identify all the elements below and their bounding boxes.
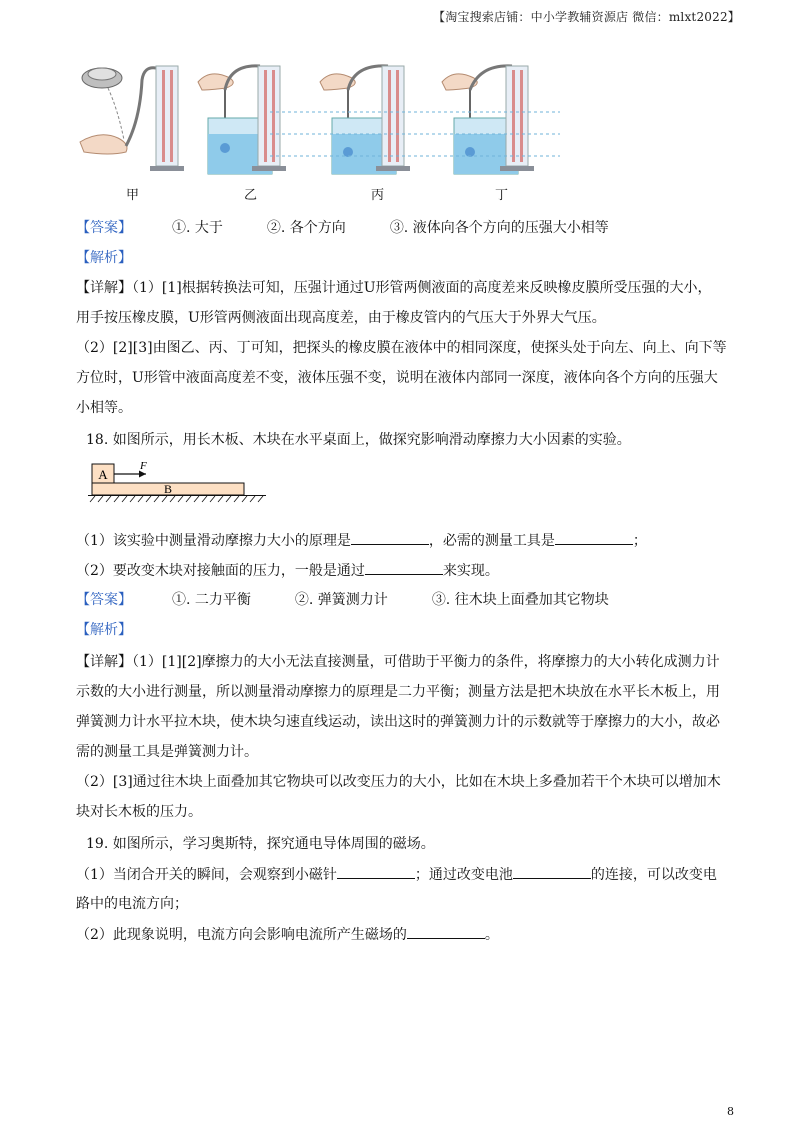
page-number: 8 — [727, 1105, 734, 1118]
q17-detail-line-3: （2）[2][3]由图乙、丙、丁可知，把探头的橡皮膜在液体中的相同深度，使探头处于向左、向上、向下等 — [76, 340, 727, 356]
answer-3: ③. 液体向各个方向的压强大小相等 — [389, 220, 609, 236]
force-label: F — [140, 462, 147, 472]
figure-jia — [80, 66, 184, 171]
answer-2: ②. 各个方向 — [266, 220, 346, 236]
q18-detail-line-2: 示数的大小进行测量，所以测量滑动摩擦力的原理是二力平衡；测量方法是把木块放在水平长木板上，用 — [76, 684, 720, 700]
block-a-label: A — [98, 467, 108, 482]
q19-sub1-cont: 路中的电流方向； — [76, 896, 188, 912]
answer-tag: 【答案】 — [76, 220, 132, 236]
q18-sub2: （2）要改变木块对接触面的压力，一般是通过 来实现。 — [76, 560, 499, 581]
figure-yi — [198, 66, 286, 174]
q18-detail-line-6: 块对长木板的压力。 — [76, 804, 202, 820]
q17-detail-line-1: 【详解】（1）[1]根据转换法可知，压强计通过U形管两侧液面的高度差来反映橡皮膜所受压强的大小， — [76, 280, 712, 296]
figure-label-bing: 丙 — [371, 188, 385, 203]
q17-detail-line-5: 小相等。 — [76, 400, 132, 416]
q18-analysis-tag: 【解析】 — [76, 622, 132, 638]
friction-experiment-figure — [88, 462, 268, 504]
figure-label-jia: 甲 — [126, 188, 140, 203]
q17-detail-line-4: 方位时，U形管中液面高度差不变，液体压强不变，说明在液体内部同一深度，液体向各个方向的压强大 — [76, 370, 718, 386]
q19-sub2: （2）此现象说明，电流方向会影响电流所产生磁场的 。 — [76, 924, 499, 945]
q17-answer-line — [76, 218, 609, 238]
page-header: 【淘宝搜索店铺：中小学教辅资源店 微信：mlxt2022】 — [433, 10, 740, 24]
q17-detail-line-2: 用手按压橡皮膜，U形管两侧液面出现高度差，由于橡皮管内的气压大于外界大气压。 — [76, 310, 606, 326]
figure-bing — [320, 66, 410, 174]
q19-sub1: （1）当闭合开关的瞬间，会观察到小磁针 ；通过改变电池 的连接，可以改变电 — [76, 864, 717, 885]
figure-ding — [442, 66, 534, 174]
answer-1: ①. 大于 — [172, 220, 223, 236]
q17-analysis-tag: 【解析】 — [76, 250, 132, 266]
blank-battery[interactable] — [513, 864, 591, 879]
q19-stem: 19. 如图所示，学习奥斯特，探究通电导体周围的磁场。 — [86, 836, 435, 852]
answer-tag: 【答案】 — [76, 592, 132, 608]
blank-tool[interactable] — [555, 530, 633, 545]
q18-detail-line-3: 弹簧测力计水平拉木块，使木块匀速直线运动，读出这时的弹簧测力计的示数就等于摩擦力的大小，故必 — [76, 714, 720, 730]
answer-2: ②. 弹簧测力计 — [294, 592, 388, 608]
q18-sub1: （1）该实验中测量滑动摩擦力大小的原理是 ，必需的测量工具是 ； — [76, 530, 647, 551]
answer-1: ①. 二力平衡 — [172, 592, 251, 608]
detail-tag: 【详解】 — [76, 280, 132, 296]
blank-needle[interactable] — [337, 864, 415, 879]
q18-detail-line-4: 需的测量工具是弹簧测力计。 — [76, 744, 258, 760]
q18-stem: 18. 如图所示，用长木板、木块在水平桌面上，做探究影响滑动摩擦力大小因素的实验。 — [86, 432, 631, 448]
detail-tag: 【详解】 — [76, 654, 132, 670]
q18-detail-line-1: 【详解】（1）[1][2]摩擦力的大小无法直接测量，可借助于平衡力的条件，将摩擦力的大小转化成测力计 — [76, 654, 720, 670]
answer-3: ③. 往木块上面叠加其它物块 — [431, 592, 609, 608]
blank-field[interactable] — [407, 924, 485, 939]
board-b-label: B — [163, 482, 173, 496]
figure-label-yi: 乙 — [244, 188, 258, 203]
figure-label-ding: 丁 — [495, 188, 509, 203]
q18-answer-line — [76, 590, 609, 610]
blank-method[interactable] — [365, 560, 443, 575]
blank-principle[interactable] — [351, 530, 429, 545]
q18-detail-line-5: （2）[3]通过往木块上面叠加其它物块可以改变压力的大小，比如在木块上多叠加若干个木块可以增加木 — [76, 774, 721, 790]
